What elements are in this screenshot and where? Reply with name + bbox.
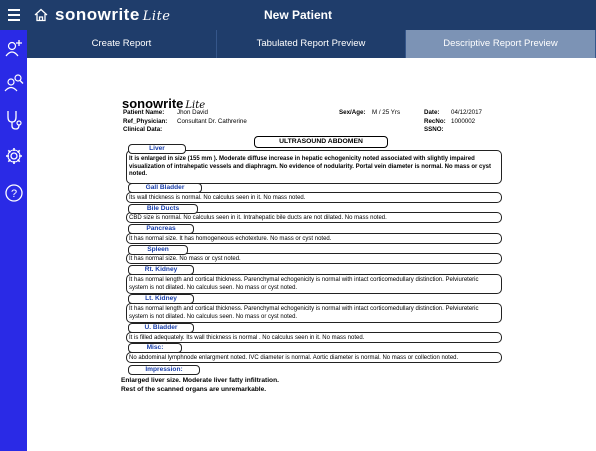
stethoscope-icon bbox=[4, 109, 24, 131]
section-u-bladder-heading: U. Bladder bbox=[128, 323, 194, 333]
impression-line: Rest of the scanned organs are unremarkable. bbox=[121, 386, 267, 393]
add-patient-icon bbox=[4, 38, 24, 58]
section-u-bladder-text: It is filled adequately. Its wall thickness is normal . No calculus seen in it. No mass noted. bbox=[129, 335, 365, 341]
recno-value: 1000002 bbox=[451, 118, 476, 125]
patient-name-value: Jhon David bbox=[177, 109, 208, 116]
section-misc bbox=[126, 352, 502, 363]
sidebar-item-settings[interactable] bbox=[0, 141, 27, 169]
ssno-label: SSNO: bbox=[424, 126, 444, 133]
sidebar-item-search-patient[interactable] bbox=[0, 68, 27, 96]
clinical-data-label: Clinical Data: bbox=[123, 126, 163, 133]
date-label: Date: bbox=[424, 109, 440, 116]
settings-icon bbox=[4, 146, 24, 166]
section-gall-bladder-heading: Gall Bladder bbox=[128, 183, 202, 193]
impression-line: Enlarged liver size. Moderate liver fatty infiltration. bbox=[121, 377, 279, 384]
window-title: New Patient bbox=[263, 8, 332, 22]
section-misc-heading: Misc: bbox=[128, 343, 182, 353]
section-liver-text: It is enlarged in size (155 mm ). Moderate diffuse increase in hepatic echogenicity noted associated with slightly impaired visualization of intrahepatic vessels and diaphragm. No evidence of nodularity. Portal vein diameter is normal. No mass or cyst noted. bbox=[129, 156, 491, 178]
title-bar bbox=[0, 0, 596, 30]
sidebar-item-add-patient[interactable] bbox=[0, 33, 27, 61]
section-lt-kidney bbox=[126, 303, 502, 323]
hamburger-menu-icon[interactable] bbox=[8, 9, 20, 21]
ref-physician-label: Ref_Physician: bbox=[123, 118, 168, 125]
patient-name-label: Patient Name: bbox=[123, 109, 165, 116]
report-preview-area bbox=[27, 58, 596, 451]
tab-create-report[interactable]: Create Report bbox=[27, 30, 217, 58]
section-bile-ducts-text: CBD size is normal. No calculus seen in it. Intrahepatic bile ducts are not dilated. No mass noted. bbox=[129, 215, 387, 221]
section-spleen-text: It has normal size. No mass or cyst noted. bbox=[129, 256, 241, 262]
svg-text:?: ? bbox=[10, 188, 18, 200]
section-misc-text: No abdominal lymphnode enlargment noted. IVC diameter is normal. Aortic diameter is normal. No mass or collection noted. bbox=[129, 355, 459, 361]
help-icon bbox=[4, 183, 24, 203]
impression-text bbox=[121, 376, 279, 394]
section-gall-bladder bbox=[126, 192, 502, 203]
report-document bbox=[27, 58, 596, 451]
recno-label: RecNo: bbox=[424, 118, 446, 125]
section-pancreas bbox=[126, 233, 502, 244]
ref-physician-value: Consultant Dr. Cathrerine bbox=[177, 118, 247, 125]
sex-age-value: M / 25 Yrs bbox=[372, 109, 401, 116]
sidebar-item-stethoscope[interactable] bbox=[0, 104, 27, 132]
section-rt-kidney-heading: Rt. Kidney bbox=[128, 265, 194, 275]
tab-tabulated-report-preview[interactable]: Tabulated Report Preview bbox=[217, 30, 406, 58]
date-value: 04/12/2017 bbox=[451, 109, 482, 116]
section-bile-ducts-heading: Bile Ducts bbox=[128, 204, 198, 214]
report-title: ULTRASOUND ABDOMEN bbox=[254, 136, 388, 148]
section-rt-kidney bbox=[126, 274, 502, 294]
section-rt-kidney-text: It has normal length and cortical thickness. Parenchymal echogenicity is normal with intact corticomedullary distinction. Pelviureteric system is not dilated. No calculus seen. No mass or cyst noted. bbox=[129, 277, 479, 291]
section-pancreas-text: It has normal size. It has homogeneous echotexture. No mass or cyst noted. bbox=[129, 236, 332, 242]
app-logo: sonowrite Lite bbox=[55, 5, 171, 24]
section-pancreas-heading: Pancreas bbox=[128, 224, 194, 234]
sidebar-item-help[interactable] bbox=[0, 178, 27, 206]
report-logo: sonowrite Lite bbox=[122, 96, 206, 111]
section-liver-heading: Liver bbox=[128, 144, 186, 154]
section-liver bbox=[126, 150, 502, 184]
section-lt-kidney-heading: Lt. Kidney bbox=[128, 294, 194, 304]
home-icon[interactable] bbox=[34, 8, 48, 22]
section-lt-kidney-text: It has normal length and cortical thickness. Parenchymal echogenicity is normal with intact corticomedullary distinction. Pelviureteric system is not dilated. No calculus seen. No mass or cyst noted. bbox=[129, 306, 479, 320]
sex-age-label: Sex/Age: bbox=[339, 109, 366, 116]
tab-descriptive-report-preview[interactable]: Descriptive Report Preview bbox=[406, 30, 596, 58]
section-gall-bladder-text: Its wall thickness is normal. No calculus seen in it. No mass noted. bbox=[129, 195, 306, 201]
search-patient-icon bbox=[4, 73, 24, 93]
sidebar bbox=[0, 30, 27, 451]
section-spleen-heading: Spleen bbox=[128, 245, 188, 255]
section-u-bladder bbox=[126, 332, 502, 343]
impression-heading: Impression: bbox=[128, 365, 200, 375]
tab-bar bbox=[27, 30, 596, 58]
